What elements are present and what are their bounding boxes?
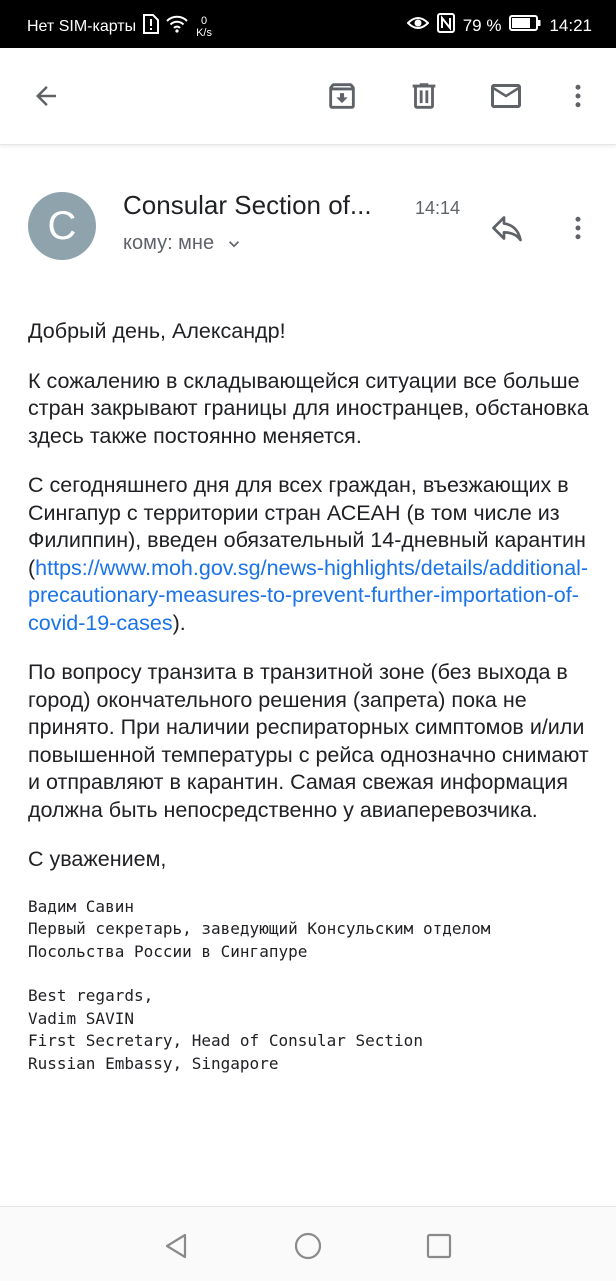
signature-english (28, 985, 594, 1075)
signature-russian (28, 896, 594, 964)
signature-line: Первый секретарь, заведующий Консульским отделом (28, 919, 491, 938)
sender-name[interactable]: Consular Section of... (123, 190, 372, 220)
archive-button[interactable] (318, 72, 366, 120)
more-vert-icon (563, 81, 593, 111)
signature-line: Вадим Савин (28, 896, 134, 916)
message-header (0, 180, 616, 280)
clock: 14:21 (549, 15, 592, 35)
network-speed (196, 15, 212, 39)
email-toolbar (0, 48, 616, 145)
chevron-down-icon (224, 234, 244, 254)
recipient-label: кому: мне (123, 232, 215, 254)
square-recents-icon (424, 1231, 454, 1261)
signature-line: Посольства России в Сингапуре (28, 941, 308, 961)
paragraph-2 (28, 472, 594, 637)
delete-button[interactable] (400, 72, 448, 120)
battery-icon (509, 15, 541, 36)
back-button[interactable] (22, 72, 70, 120)
signature-line: Russian Embassy, Singapore (28, 1053, 279, 1073)
nav-home-button[interactable] (288, 1226, 328, 1266)
message-time: 14:14 (415, 198, 461, 218)
message-more-button[interactable] (556, 204, 600, 252)
network-speed-unit: K/s (196, 26, 212, 39)
message-body (28, 318, 594, 1097)
nfc-icon (437, 13, 455, 38)
trash-icon (407, 79, 441, 113)
signature-line: Vadim SAVIN (28, 1008, 134, 1028)
network-speed-value: 0 (200, 14, 208, 27)
reply-button[interactable] (485, 204, 529, 252)
paragraph-2-text: С сегодняшнего дня для всех граждан, въезжающих в Сингапур с территории стран АСЕАН (в том числе из Филиппин), введен обязательный 14-дневный карантин ( (28, 473, 586, 580)
battery-percent: 79 % (462, 15, 502, 35)
triangle-back-icon (161, 1231, 191, 1261)
moh-link[interactable]: https://www.moh.gov.sg/news-highlights/details/additional-precautionary-measures-to-prevent-further-importation-of-covid-19-cases (28, 555, 589, 635)
mark-unread-button[interactable] (482, 72, 530, 120)
system-nav-bar (0, 1206, 616, 1281)
reply-icon (489, 210, 525, 246)
paragraph-1: К сожалению в складывающейся ситуации все больше стран закрывают границы для иностранцев, обстановка здесь также постоянно меняется. (28, 368, 589, 448)
closing: С уважением, (28, 847, 167, 871)
nav-recents-button[interactable] (419, 1226, 459, 1266)
no-sim-icon (142, 14, 160, 39)
greeting: Добрый день, Александр! (28, 319, 286, 343)
status-bar (0, 0, 616, 48)
paragraph-2-end: ). (172, 610, 186, 635)
signature-line: First Secretary, Head of Consular Section (28, 1031, 423, 1050)
avatar-letter: C (47, 203, 77, 248)
more-vert-icon (563, 213, 593, 243)
archive-icon (325, 79, 359, 113)
circle-home-icon (293, 1231, 323, 1261)
recipient-details-toggle[interactable] (123, 232, 244, 255)
arrow-back-icon (31, 81, 61, 111)
carrier-label: Нет SIM-карты (27, 17, 137, 35)
mail-icon (488, 78, 524, 114)
nav-back-button[interactable] (156, 1226, 196, 1266)
signature-line: Best regards, (28, 986, 154, 1005)
wifi-icon (166, 15, 188, 38)
more-options-button[interactable] (554, 72, 602, 120)
paragraph-3: По вопросу транзита в транзитной зоне (без выхода в город) окончательного решения (запрета) пока не принято. При наличии респираторных симптомов и/или повышенной температуры с рейса однозначно снимают и отправляют в карантин. Самая свежая информация должна быть непосредственно у авиаперевозчика. (28, 660, 589, 822)
eye-comfort-icon (407, 15, 429, 36)
sender-avatar[interactable] (28, 192, 96, 260)
